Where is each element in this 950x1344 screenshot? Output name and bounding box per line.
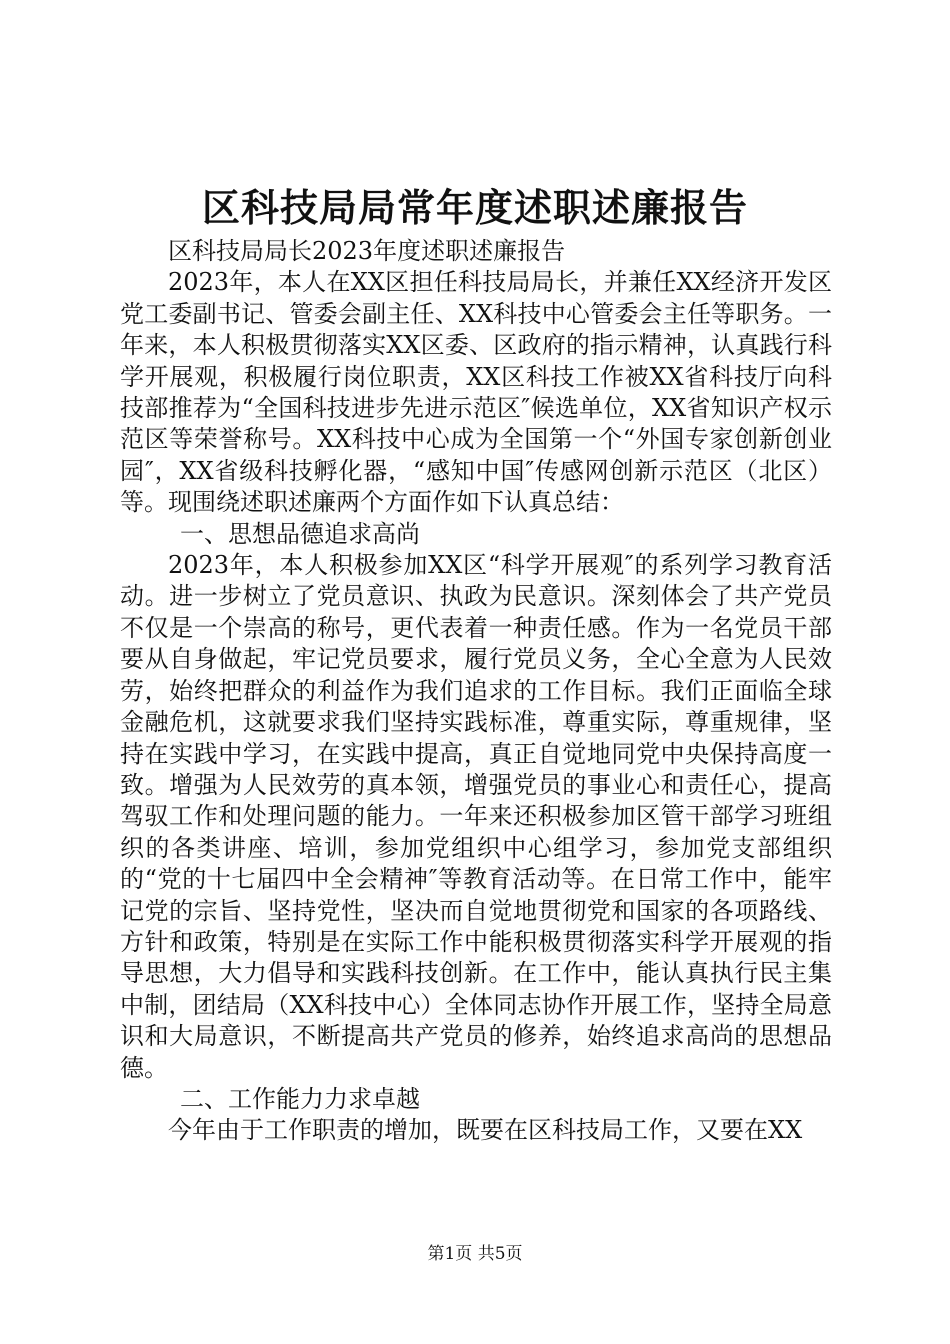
section-heading-2: 二、工作能力力求卓越 xyxy=(180,1084,420,1113)
page-footer: 第1页 共5页 xyxy=(427,1244,523,1264)
document-body xyxy=(120,236,832,1147)
document-title: 区科技局局常年度述职述廉报告 xyxy=(201,185,748,230)
subtitle-line: 区科技局局长2023年度述职述廉报告 xyxy=(168,237,566,265)
paragraph-section-1: 2023年，本人积极参加XX区“科学开展观″的系列学习教育活动。进一步树立了党员意识、执政为民意识。深刻体会了共产党员不仅是一个崇高的称号，更代表着一种责任感。作为一名党员干部要从自身做起，牢记党员要求，履行党员义务，全心全意为人民效劳，始终把群众的利益作为我们追求的工作目标。我们正面临全球金融危机，这就要求我们坚持实践标准，尊重实际，尊重规律，坚持在实践中学习，在实践中提高，真正自觉地同党中央保持高度一致。增强为人民效劳的真本领，增强党员的事业心和责任心，提高驾驭工作和处理问题的能力。一年来还积极参加区管干部学习班组织的各类讲座、培训，参加党组织中心组学习，参加党支部组织的“党的十七届四中全会精神″等教育活动等。在日常工作中，能牢记党的宗旨、坚持党性，坚决而自觉地贯彻党和国家的各项路线、方针和政策，特别是在实际工作中能积极贯彻落实科学开展观的指导思想，大力倡导和实践科技创新。在工作中，能认真执行民主集中制，团结局（XX科技中心）全体同志协作开展工作，坚持全局意识和大局意识，不断提高共产党员的修养，始终追求高尚的思想品德。 xyxy=(120,551,832,1082)
paragraph-section-2: 今年由于工作职责的增加，既要在区科技局工作，又要在XX xyxy=(168,1116,803,1145)
section-heading-1: 一、思想品德追求高尚 xyxy=(180,519,420,548)
paragraph-intro: 2023年，本人在XX区担任科技局局长，并兼任XX经济开发区党工委副书记、管委会副主任、XX科技中心管委会主任等职务。一年来，本人积极贯彻落实XX区委、区政府的指示精神，认真践行科学开展观，积极履行岗位职责，XX区科技工作被XX省科技厅向科技部推荐为“全国科技进步先进示范区″候选单位，XX省知识产权示范区等荣誉称号。XX科技中心成为全国第一个“外国专家创新创业园″，XX省级科技孵化器，“感知中国″传感网创新示范区（北区）等。现围绕述职述廉两个方面作如下认真总结： xyxy=(120,268,832,517)
